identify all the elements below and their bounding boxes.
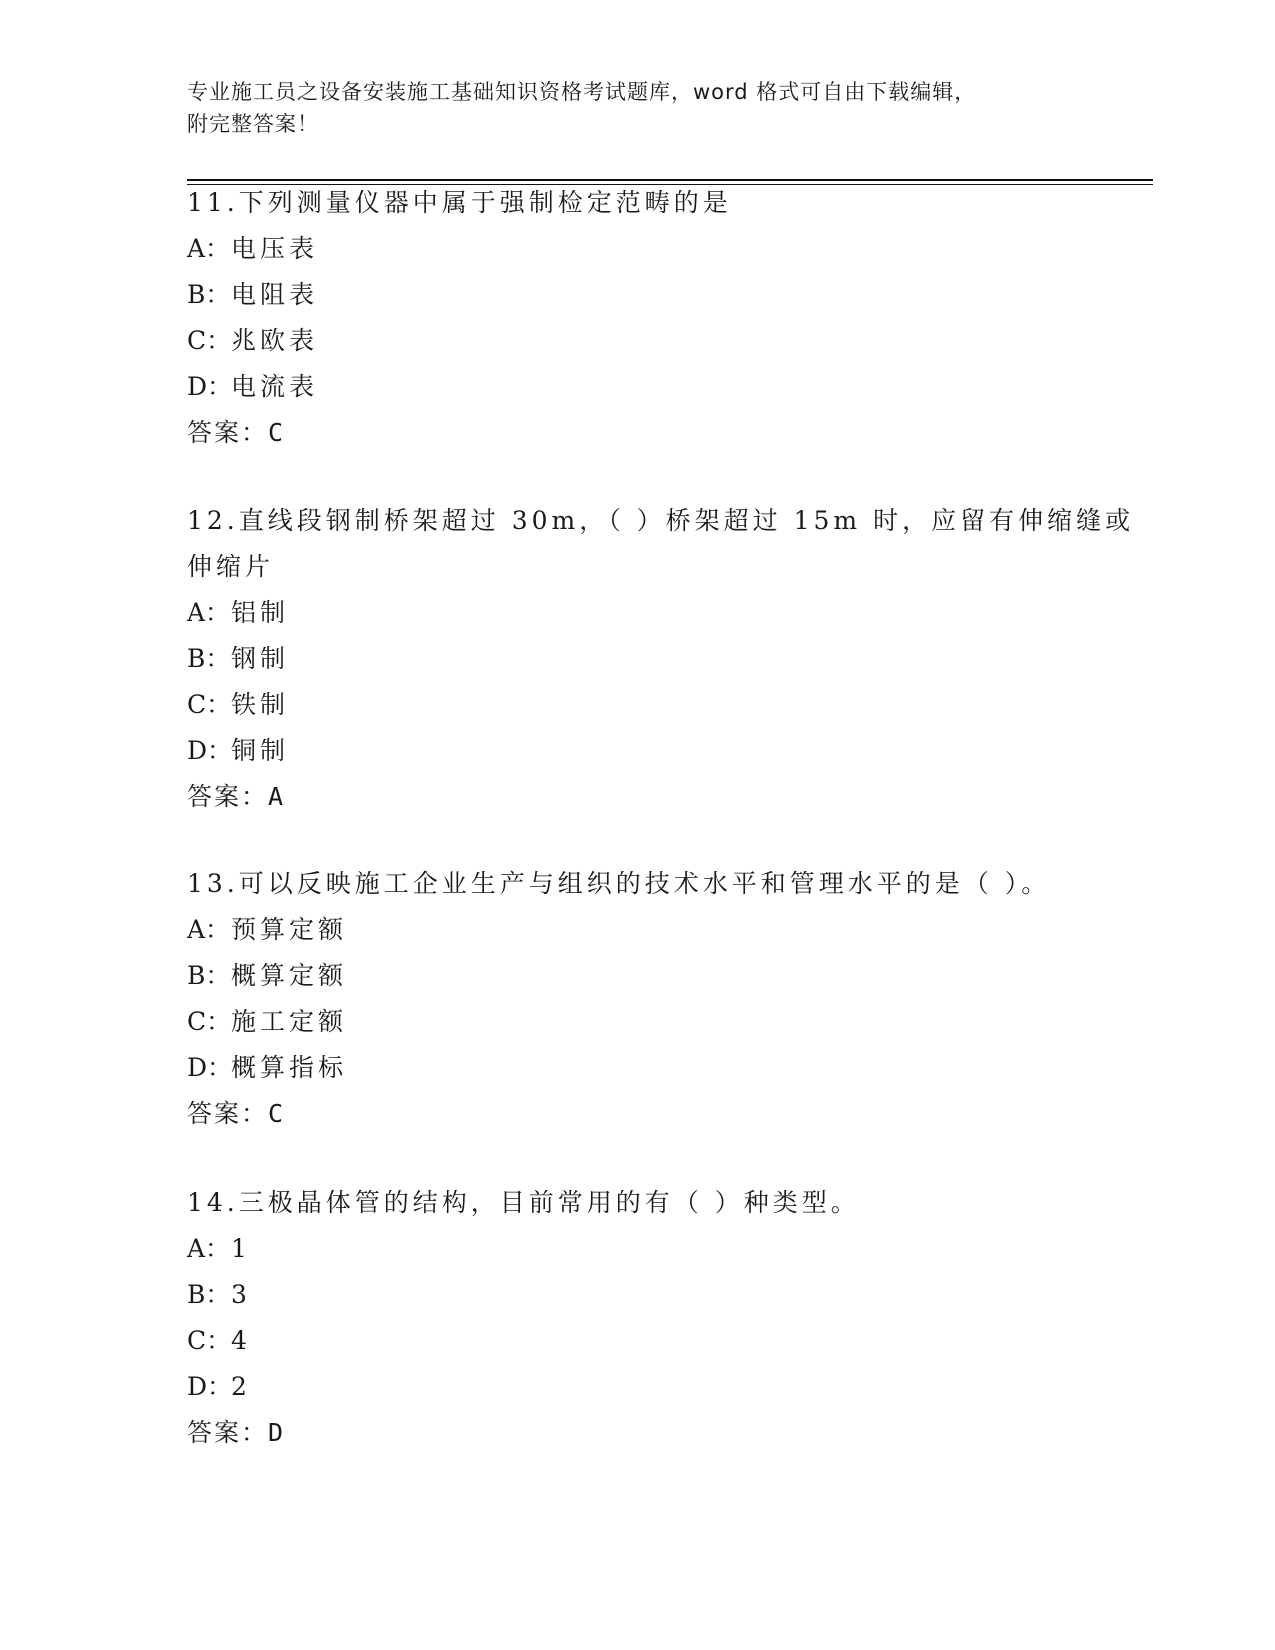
question-12 — [187, 498, 1135, 820]
option-key: C： — [187, 1007, 232, 1036]
option-key: C： — [187, 1326, 232, 1355]
option-b — [187, 1272, 1107, 1318]
option-key: D： — [187, 1053, 233, 1082]
option-text: 2 — [231, 1372, 251, 1401]
answer-line — [187, 1410, 1107, 1456]
option-text: 电流表 — [231, 372, 319, 401]
option-a — [187, 226, 1107, 272]
question-stem-line-1: 12.直线段钢制桥架超过 30m，（ ）桥架超过 15m 时，应留有伸缩缝或 — [187, 506, 1135, 535]
answer-line — [187, 774, 1107, 820]
option-key: B： — [187, 280, 231, 309]
option-d — [187, 364, 1107, 410]
question-11 — [187, 180, 1107, 456]
option-a — [187, 1226, 1107, 1272]
option-text: 预算定额 — [231, 915, 348, 944]
option-text: 铁制 — [231, 690, 290, 719]
option-d — [187, 728, 1107, 774]
option-text: 兆欧表 — [231, 326, 319, 355]
option-key: A： — [187, 915, 231, 944]
option-text: 3 — [231, 1280, 251, 1309]
option-text: 铝制 — [231, 598, 290, 627]
option-b — [187, 272, 1107, 318]
option-key: B： — [187, 644, 231, 673]
option-text: 铜制 — [231, 736, 290, 765]
option-key: D： — [187, 1372, 233, 1401]
option-text: 1 — [231, 1234, 251, 1263]
option-key: C： — [187, 690, 232, 719]
answer-label: 答案： — [187, 782, 269, 811]
option-b — [187, 953, 1107, 999]
option-key: A： — [187, 234, 231, 263]
option-a — [187, 907, 1107, 953]
option-c — [187, 318, 1107, 364]
question-stem: 13.可以反映施工企业生产与组织的技术水平和管理水平的是（ ）。 — [187, 869, 1051, 898]
answer-value: C — [268, 418, 286, 447]
answer-label: 答案： — [187, 1099, 269, 1128]
option-d — [187, 1364, 1107, 1410]
answer-line — [187, 410, 1107, 456]
option-key: B： — [187, 961, 231, 990]
answer-value: C — [268, 1099, 286, 1128]
option-key: D： — [187, 372, 233, 401]
answer-label: 答案： — [187, 418, 269, 447]
option-text: 电压表 — [231, 234, 319, 263]
option-text: 施工定额 — [231, 1007, 348, 1036]
question-stem: 14.三极晶体管的结构，目前常用的有（ ）种类型。 — [187, 1188, 860, 1217]
option-key: A： — [187, 1234, 231, 1263]
question-stem: 11.下列测量仪器中属于强制检定范畴的是 — [187, 188, 732, 217]
option-d — [187, 1045, 1107, 1091]
option-b — [187, 636, 1107, 682]
document-header-line-1: 专业施工员之设备安装施工基础知识资格考试题库，word 格式可自由下载编辑， — [187, 80, 977, 104]
answer-value: D — [268, 1418, 286, 1447]
option-key: C： — [187, 326, 232, 355]
option-key: B： — [187, 1280, 231, 1309]
question-13 — [187, 861, 1107, 1137]
option-text: 4 — [231, 1326, 251, 1355]
answer-line — [187, 1091, 1107, 1137]
option-c — [187, 999, 1107, 1045]
option-c — [187, 1318, 1107, 1364]
option-key: A： — [187, 598, 231, 627]
option-text: 概算定额 — [231, 961, 348, 990]
question-stem-line-2: 伸缩片 — [187, 552, 275, 581]
option-key: D： — [187, 736, 233, 765]
option-a — [187, 590, 1107, 636]
document-header-line-2: 附完整答案！ — [187, 112, 319, 136]
option-c — [187, 682, 1107, 728]
option-text: 电阻表 — [231, 280, 319, 309]
answer-value: A — [268, 782, 286, 811]
option-text: 钢制 — [231, 644, 290, 673]
option-text: 概算指标 — [231, 1053, 348, 1082]
answer-label: 答案： — [187, 1418, 269, 1447]
question-14 — [187, 1180, 1107, 1456]
